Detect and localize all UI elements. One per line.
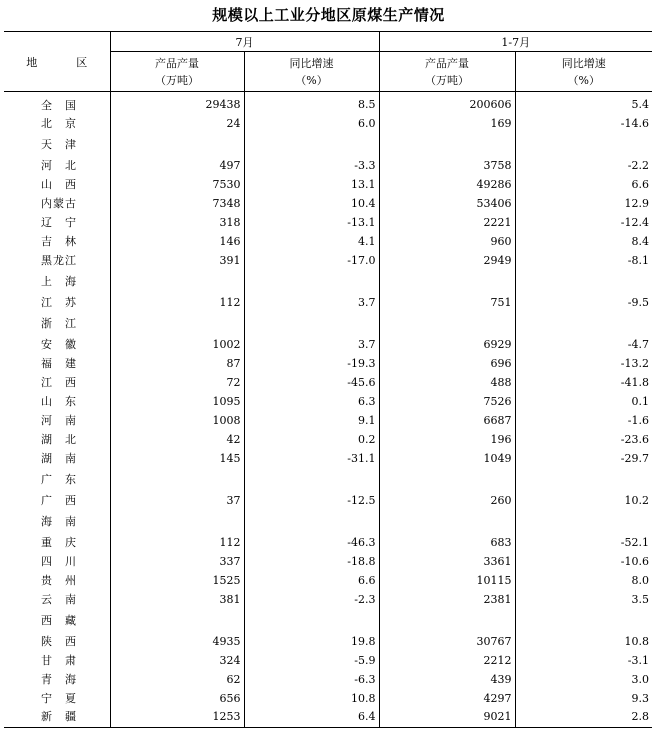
region-name-cell: 山 西 xyxy=(41,178,77,191)
month-output-cell xyxy=(110,609,244,632)
table-row xyxy=(4,491,652,510)
ytd-growth-cell xyxy=(515,312,652,335)
table-row xyxy=(4,689,652,708)
ytd-growth-cell: 8.4 xyxy=(515,232,652,251)
region-name-cell: 广 东 xyxy=(41,473,77,486)
ytd-growth-cell: 3.0 xyxy=(515,670,652,689)
month-growth-cell: -2.3 xyxy=(244,590,379,609)
region-name-cell: 山 东 xyxy=(41,395,77,408)
month-output-cell: 1253 xyxy=(110,708,244,728)
growth-label-line2: （%） xyxy=(567,73,600,87)
ytd-growth-cell: -23.6 xyxy=(515,430,652,449)
table-row xyxy=(4,651,652,670)
region-name-cell: 河 北 xyxy=(41,159,77,172)
ytd-output-cell: 2221 xyxy=(379,213,515,232)
table-row xyxy=(4,449,652,468)
ytd-output-cell: 4297 xyxy=(379,689,515,708)
table-row xyxy=(4,510,652,533)
region-name-cell: 青 海 xyxy=(41,673,77,686)
region-name-cell: 天 津 xyxy=(41,138,77,151)
ytd-output-cell xyxy=(379,468,515,491)
growth-label-line2: （%） xyxy=(295,73,328,87)
month-output-cell: 1008 xyxy=(110,411,244,430)
table-row xyxy=(4,373,652,392)
table-row xyxy=(4,133,652,156)
month-growth-cell: 6.4 xyxy=(244,708,379,728)
ytd-growth-cell: -52.1 xyxy=(515,533,652,552)
ytd-growth-cell: -1.6 xyxy=(515,411,652,430)
table-row xyxy=(4,293,652,312)
table-row xyxy=(4,194,652,213)
region-name-cell: 云 南 xyxy=(41,593,77,606)
table-row xyxy=(4,670,652,689)
ytd-output-cell: 696 xyxy=(379,354,515,373)
ytd-output-cell: 9021 xyxy=(379,708,515,728)
ytd-output-cell: 169 xyxy=(379,114,515,133)
region-name-cell: 新 疆 xyxy=(4,708,110,728)
month-output-cell: 656 xyxy=(110,689,244,708)
region-column-header: 地 区 xyxy=(4,32,110,92)
month-growth-cell: -6.3 xyxy=(244,670,379,689)
ytd-output-cell: 960 xyxy=(379,232,515,251)
month-output-cell: 112 xyxy=(110,293,244,312)
ytd-growth-cell: 8.0 xyxy=(515,571,652,590)
table-row xyxy=(4,232,652,251)
month-output-cell: 318 xyxy=(110,213,244,232)
ytd-growth-cell: 3.5 xyxy=(515,590,652,609)
month-output-cell: 391 xyxy=(110,251,244,270)
ytd-growth-cell: -41.8 xyxy=(515,373,652,392)
table-row xyxy=(4,392,652,411)
coal-production-table xyxy=(4,31,652,728)
month-output-cell: 24 xyxy=(110,114,244,133)
region-name-cell: 海 南 xyxy=(41,515,77,528)
table-row xyxy=(4,468,652,491)
table-row xyxy=(4,571,652,590)
region-name-cell: 浙 江 xyxy=(41,317,77,330)
region-name-cell: 重 庆 xyxy=(41,536,77,549)
month-output-cell: 1002 xyxy=(110,335,244,354)
month-output-cell: 87 xyxy=(110,354,244,373)
ytd-output-header xyxy=(379,52,515,92)
ytd-output-cell: 30767 xyxy=(379,632,515,651)
region-name-cell: 河 南 xyxy=(41,414,77,427)
month-growth-cell: -3.3 xyxy=(244,156,379,175)
month-growth-cell: 10.8 xyxy=(244,689,379,708)
table-row xyxy=(4,632,652,651)
month-output-cell: 381 xyxy=(110,590,244,609)
region-name-cell: 江 西 xyxy=(41,376,77,389)
month-growth-cell: -5.9 xyxy=(244,651,379,670)
ytd-output-cell xyxy=(379,609,515,632)
table-row xyxy=(4,156,652,175)
month-output-cell: 497 xyxy=(110,156,244,175)
month-growth-cell: -19.3 xyxy=(244,354,379,373)
month-output-cell: 7348 xyxy=(110,194,244,213)
page-title: 规模以上工业分地区原煤生产情况 xyxy=(212,6,445,24)
ytd-output-cell: 6929 xyxy=(379,335,515,354)
ytd-growth-cell xyxy=(515,510,652,533)
ytd-growth-cell xyxy=(515,270,652,293)
ytd-output-cell: 683 xyxy=(379,533,515,552)
month-growth-cell xyxy=(244,510,379,533)
month-output-cell: 29438 xyxy=(110,92,244,114)
table-row xyxy=(4,270,652,293)
month-growth-cell: -18.8 xyxy=(244,552,379,571)
output-label-line1: 产品产量 xyxy=(155,56,199,70)
table-row xyxy=(4,335,652,354)
month-growth-cell xyxy=(244,133,379,156)
ytd-growth-cell: -8.1 xyxy=(515,251,652,270)
month-growth-cell: 6.6 xyxy=(244,571,379,590)
month-growth-cell: 13.1 xyxy=(244,175,379,194)
month-output-cell: 146 xyxy=(110,232,244,251)
ytd-output-cell: 49286 xyxy=(379,175,515,194)
table-row xyxy=(4,609,652,632)
table-row xyxy=(4,533,652,552)
month-output-cell: 1095 xyxy=(110,392,244,411)
month-output-cell: 7530 xyxy=(110,175,244,194)
month-output-cell: 4935 xyxy=(110,632,244,651)
ytd-growth-cell: 12.9 xyxy=(515,194,652,213)
month-growth-cell: 4.1 xyxy=(244,232,379,251)
output-label-line2: （万吨） xyxy=(425,73,469,87)
month-growth-cell: 8.5 xyxy=(244,92,379,114)
table-row xyxy=(4,175,652,194)
ytd-output-cell: 260 xyxy=(379,491,515,510)
month-output-cell: 337 xyxy=(110,552,244,571)
ytd-output-cell: 6687 xyxy=(379,411,515,430)
region-name-cell: 湖 南 xyxy=(41,452,77,465)
ytd-output-cell: 2949 xyxy=(379,251,515,270)
ytd-output-cell: 3758 xyxy=(379,156,515,175)
month-growth-cell: -12.5 xyxy=(244,491,379,510)
month-output-cell xyxy=(110,312,244,335)
month-growth-cell xyxy=(244,609,379,632)
region-name-cell: 陕 西 xyxy=(41,635,77,648)
ytd-output-cell: 200606 xyxy=(379,92,515,114)
ytd-growth-cell: -14.6 xyxy=(515,114,652,133)
ytd-growth-cell: 9.3 xyxy=(515,689,652,708)
region-name-cell: 上 海 xyxy=(41,275,77,288)
table-row xyxy=(4,92,652,114)
month-output-cell xyxy=(110,510,244,533)
ytd-growth-cell xyxy=(515,468,652,491)
ytd-growth-cell: 0.1 xyxy=(515,392,652,411)
ytd-growth-cell: 10.2 xyxy=(515,491,652,510)
ytd-output-cell: 3361 xyxy=(379,552,515,571)
month-output-cell xyxy=(110,270,244,293)
ytd-growth-cell: -2.2 xyxy=(515,156,652,175)
ytd-output-cell: 2381 xyxy=(379,590,515,609)
month-growth-cell: -45.6 xyxy=(244,373,379,392)
ytd-growth-cell xyxy=(515,133,652,156)
growth-label-line1: 同比增速 xyxy=(289,56,334,70)
month-growth-header xyxy=(244,52,379,92)
output-label-line2: （万吨） xyxy=(155,73,199,87)
region-name-cell: 湖 北 xyxy=(41,433,77,446)
month-growth-cell: 3.7 xyxy=(244,293,379,312)
month-growth-cell: -17.0 xyxy=(244,251,379,270)
ytd-output-cell: 7526 xyxy=(379,392,515,411)
ytd-growth-cell: 6.6 xyxy=(515,175,652,194)
region-name-cell: 吉 林 xyxy=(41,235,77,248)
month-growth-cell: 0.2 xyxy=(244,430,379,449)
ytd-output-cell xyxy=(379,510,515,533)
table-header xyxy=(4,32,652,92)
region-name-cell: 全 国 xyxy=(41,98,77,112)
ytd-output-cell: 439 xyxy=(379,670,515,689)
ytd-growth-cell: -9.5 xyxy=(515,293,652,312)
ytd-growth-cell: 10.8 xyxy=(515,632,652,651)
month-growth-cell: 19.8 xyxy=(244,632,379,651)
month-growth-cell xyxy=(244,468,379,491)
region-name-cell: 宁 夏 xyxy=(41,692,77,705)
table-row xyxy=(4,411,652,430)
ytd-growth-cell: 2.8 xyxy=(515,708,652,728)
month-output-cell: 62 xyxy=(110,670,244,689)
table-row xyxy=(4,114,652,133)
table-row xyxy=(4,354,652,373)
month-growth-cell: -46.3 xyxy=(244,533,379,552)
month-period-header: 7月 xyxy=(110,32,379,52)
ytd-growth-cell: -10.6 xyxy=(515,552,652,571)
month-output-cell: 72 xyxy=(110,373,244,392)
ytd-growth-cell xyxy=(515,609,652,632)
month-output-cell xyxy=(110,468,244,491)
ytd-output-cell xyxy=(379,312,515,335)
table-row xyxy=(4,213,652,232)
region-name-cell: 甘 肃 xyxy=(41,654,77,667)
month-growth-cell: 9.1 xyxy=(244,411,379,430)
month-growth-cell: 6.3 xyxy=(244,392,379,411)
ytd-growth-header xyxy=(515,52,652,92)
region-name-cell: 西 藏 xyxy=(41,614,77,627)
ytd-output-cell: 10115 xyxy=(379,571,515,590)
region-name-cell: 黑龙江 xyxy=(41,254,77,267)
ytd-output-cell: 488 xyxy=(379,373,515,392)
month-growth-cell xyxy=(244,312,379,335)
region-name-cell: 福 建 xyxy=(41,357,77,370)
table-row xyxy=(4,552,652,571)
region-name-cell: 四 川 xyxy=(41,555,77,568)
ytd-growth-cell: -4.7 xyxy=(515,335,652,354)
month-output-cell: 1525 xyxy=(110,571,244,590)
output-label-line1: 产品产量 xyxy=(425,56,469,70)
region-name-cell: 辽 宁 xyxy=(41,216,77,229)
month-output-cell: 42 xyxy=(110,430,244,449)
region-name-cell: 贵 州 xyxy=(41,574,77,587)
month-growth-cell: 10.4 xyxy=(244,194,379,213)
region-name-cell: 广 西 xyxy=(41,494,77,507)
month-growth-cell xyxy=(244,270,379,293)
region-name-cell: 江 苏 xyxy=(41,296,77,309)
table-row xyxy=(4,251,652,270)
month-growth-cell: 6.0 xyxy=(244,114,379,133)
month-output-cell: 37 xyxy=(110,491,244,510)
growth-label-line1: 同比增速 xyxy=(561,56,606,70)
month-output-cell: 145 xyxy=(110,449,244,468)
table-row xyxy=(4,312,652,335)
ytd-growth-cell: -3.1 xyxy=(515,651,652,670)
month-output-cell: 112 xyxy=(110,533,244,552)
region-name-cell: 北 京 xyxy=(41,117,77,130)
ytd-growth-cell: -29.7 xyxy=(515,449,652,468)
ytd-output-cell: 53406 xyxy=(379,194,515,213)
table-row xyxy=(4,708,652,728)
month-output-cell: 324 xyxy=(110,651,244,670)
ytd-output-cell: 196 xyxy=(379,430,515,449)
table-row xyxy=(4,430,652,449)
month-growth-cell: 3.7 xyxy=(244,335,379,354)
month-growth-cell: -13.1 xyxy=(244,213,379,232)
month-output-cell xyxy=(110,133,244,156)
ytd-growth-cell: -13.2 xyxy=(515,354,652,373)
ytd-period-header: 1-7月 xyxy=(379,32,652,52)
ytd-output-cell: 751 xyxy=(379,293,515,312)
ytd-output-cell xyxy=(379,270,515,293)
table-body xyxy=(4,92,652,728)
ytd-growth-cell: -12.4 xyxy=(515,213,652,232)
ytd-growth-cell: 5.4 xyxy=(515,92,652,114)
region-name-cell: 内蒙古 xyxy=(41,197,77,210)
month-output-header xyxy=(110,52,244,92)
region-name-cell: 安 徽 xyxy=(41,338,77,351)
ytd-output-cell xyxy=(379,133,515,156)
table-row xyxy=(4,590,652,609)
ytd-output-cell: 2212 xyxy=(379,651,515,670)
month-growth-cell: -31.1 xyxy=(244,449,379,468)
ytd-output-cell: 1049 xyxy=(379,449,515,468)
